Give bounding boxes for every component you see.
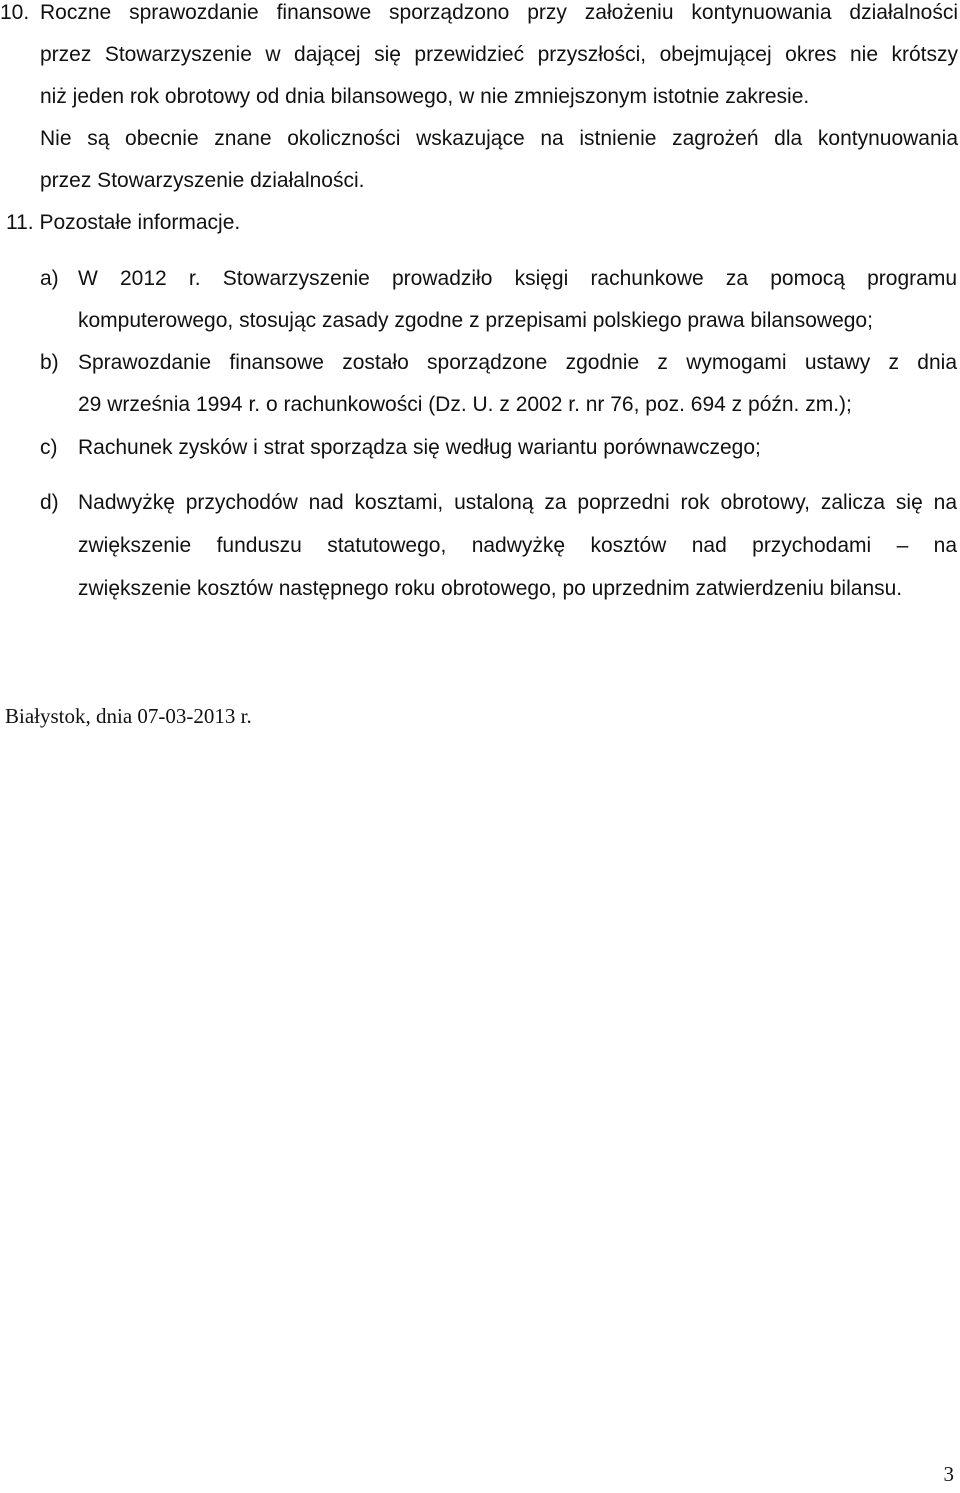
item-b-line-1: Sprawozdanie finansowe zostało sporządzone zgodnie z wymogami ustawy z dnia bbox=[78, 351, 957, 374]
section-10-line-4: Nie są obecnie znane okoliczności wskazujące na istnienie zagrożeń dla kontynuowania bbox=[40, 127, 958, 150]
item-d-line-1: Nadwyżkę przychodów nad kosztami, ustaloną za poprzedni rok obrotowy, zalicza się na bbox=[78, 491, 957, 514]
section-10-line-1: Roczne sprawozdanie finansowe sporządzono przy założeniu kontynuowania działalności bbox=[40, 1, 958, 24]
item-a-line-1: W 2012 r. Stowarzyszenie prowadziło księgi rachunkowe za pomocą programu bbox=[78, 267, 957, 290]
item-a-marker: a) bbox=[40, 267, 59, 290]
place-date: Białystok, dnia 07-03-2013 r. bbox=[5, 704, 252, 728]
section-10-line-3: niż jeden rok obrotowy od dnia bilansowego, w nie zmniejszonym istotnie zakresie. bbox=[40, 85, 810, 108]
section-10-number: 10. bbox=[0, 1, 30, 24]
item-c-marker: c) bbox=[40, 436, 58, 459]
item-d-line-2: zwiększenie funduszu statutowego, nadwyżkę kosztów nad przychodami – na bbox=[78, 534, 957, 557]
section-10-line-2: przez Stowarzyszenie w dającej się przewidzieć przyszłości, obejmującej okres nie krótszy bbox=[40, 43, 958, 66]
section-11-heading: 11. Pozostałe informacje. bbox=[6, 211, 241, 234]
item-b-line-2: 29 września 1994 r. o rachunkowości (Dz. U. z 2002 r. nr 76, poz. 694 z późn. zm.); bbox=[78, 393, 852, 416]
item-b-marker: b) bbox=[40, 351, 59, 374]
item-d-marker: d) bbox=[40, 491, 59, 514]
item-a-line-2: komputerowego, stosując zasady zgodne z przepisami polskiego prawa bilansowego; bbox=[78, 309, 873, 332]
section-10-line-5: przez Stowarzyszenie działalności. bbox=[40, 169, 365, 192]
item-c-line-1: Rachunek zysków i strat sporządza się według wariantu porównawczego; bbox=[78, 436, 761, 459]
page-number: 3 bbox=[943, 1462, 954, 1486]
item-d-line-3: zwiększenie kosztów następnego roku obrotowego, po uprzednim zatwierdzeniu bilansu. bbox=[78, 577, 903, 600]
